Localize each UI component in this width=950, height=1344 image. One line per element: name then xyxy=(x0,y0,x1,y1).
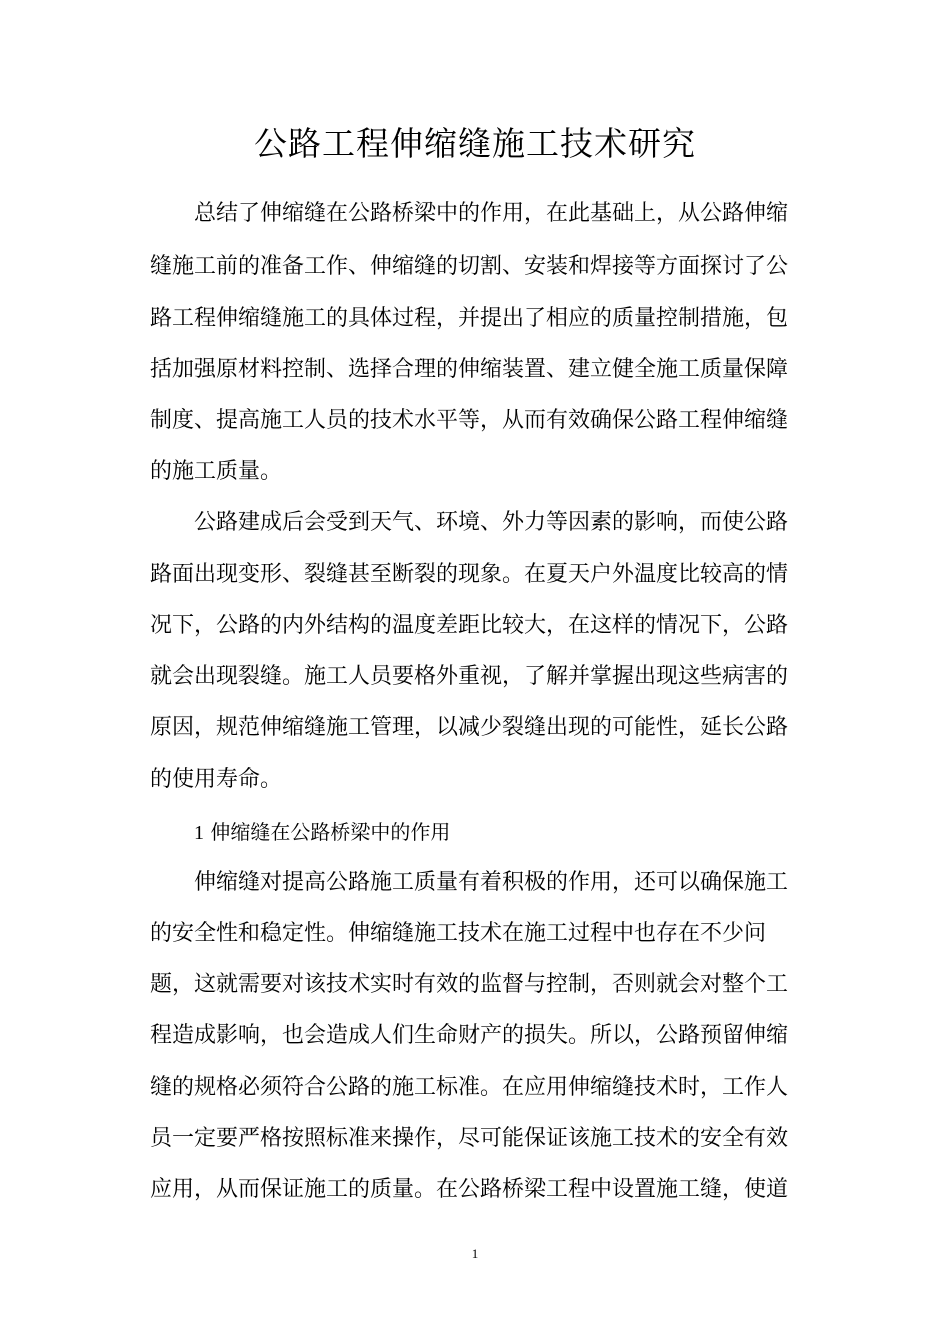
paragraph-line: 缝施工前的准备工作、伸缩缝的切割、安装和焊接等方面探讨了公 xyxy=(150,254,789,279)
paragraph-line: 路面出现变形、裂缝甚至断裂的现象。在夏天户外温度比较高的情 xyxy=(150,562,789,587)
paragraph-line: 缝的规格必须符合公路的施工标准。在应用伸缩缝技术时，工作人 xyxy=(150,1075,789,1100)
paragraph-line: 路工程伸缩缝施工的具体过程，并提出了相应的质量控制措施，包 xyxy=(150,306,789,331)
paragraph-line: 就会出现裂缝。施工人员要格外重视，了解并掌握出现这些病害的 xyxy=(150,664,789,689)
paragraph-line: 原因，规范伸缩缝施工管理，以减少裂缝出现的可能性，延长公路 xyxy=(150,715,789,740)
section-number: 1 xyxy=(194,822,204,844)
paragraph-line: 题，这就需要对该技术实时有效的监督与控制，否则就会对整个工 xyxy=(150,972,789,997)
paragraph-line: 的安全性和稳定性。伸缩缝施工技术在施工过程中也存在不少问 xyxy=(150,921,767,946)
page-title: 公路工程伸缩缝施工技术研究 xyxy=(254,124,696,163)
paragraph-line: 公路建成后会受到天气、环境、外力等因素的影响，而使公路 xyxy=(194,510,789,535)
paragraph-line: 员一定要严格按照标准来操作，尽可能保证该施工技术的安全有效 xyxy=(150,1126,789,1151)
paragraph-line: 程造成影响，也会造成人们生命财产的损失。所以，公路预留伸缩 xyxy=(150,1023,789,1048)
paragraph-line: 制度、提高施工人员的技术水平等，从而有效确保公路工程伸缩缝 xyxy=(150,408,789,433)
paragraph-line: 总结了伸缩缝在公路桥梁中的作用，在此基础上，从公路伸缩 xyxy=(194,201,789,226)
paragraph-line: 况下，公路的内外结构的温度差距比较大，在这样的情况下，公路 xyxy=(150,613,789,638)
section-heading xyxy=(194,818,450,847)
paragraph-line: 括加强原材料控制、选择合理的伸缩装置、建立健全施工质量保障 xyxy=(150,357,789,382)
paragraph-line: 应用，从而保证施工的质量。在公路桥梁工程中设置施工缝，使道 xyxy=(150,1177,789,1202)
paragraph-line: 的施工质量。 xyxy=(150,459,283,484)
section-title: 伸缩缝在公路桥梁中的作用 xyxy=(210,820,451,844)
paragraph-line: 伸缩缝对提高公路施工质量有着积极的作用，还可以确保施工 xyxy=(194,870,789,895)
page-number: 1 xyxy=(471,1246,479,1261)
paragraph-line: 的使用寿命。 xyxy=(150,767,283,792)
